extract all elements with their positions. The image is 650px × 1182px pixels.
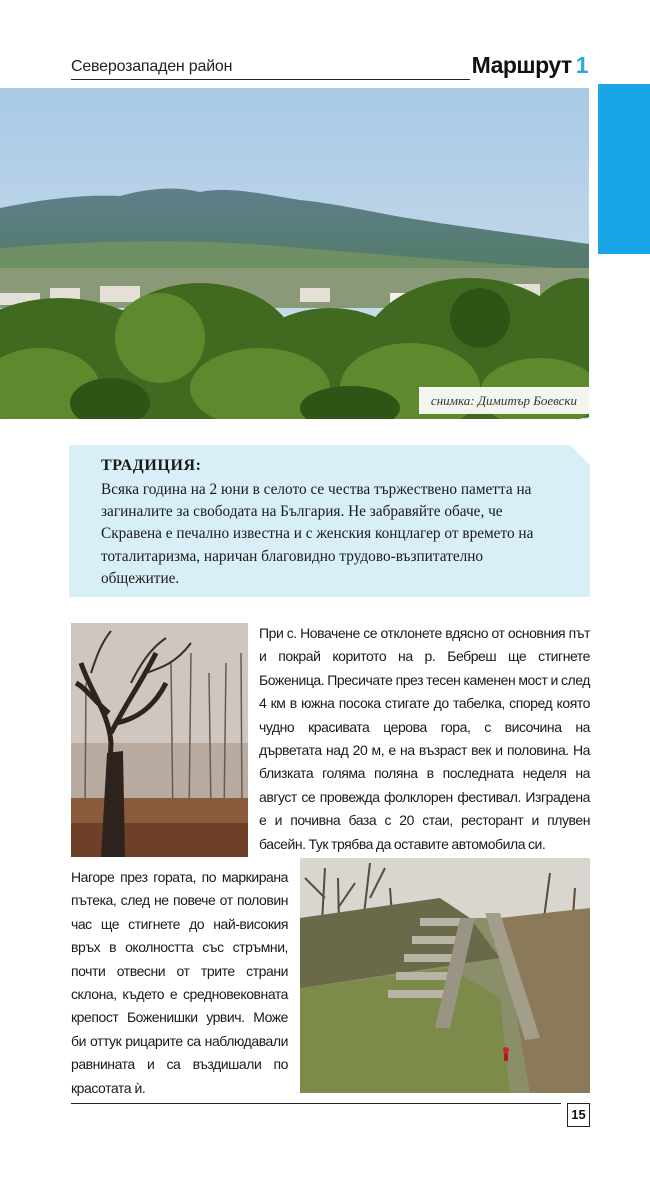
- box-corner-cut: [570, 445, 590, 465]
- chapter-tab: [598, 84, 650, 254]
- tradition-text: Всяка година на 2 юни в селото се чества тържествено паметта на загиналите за свободата на България. Не забравяйте обаче, че Скравена е печално известна и с женския концлагер от времето на тоталитаризма, наричан благовидно трудово-възпитателно общежитие.: [101, 481, 534, 587]
- paragraph-bozhenitsa: При с. Новачене се отклонете вдясно от основния път и покрай коритото на р. Бебреш ще стигнете Боженица. Пресичате през тесен каменен мост и след 4 км в южна посока стигате до табелка, според която чудно красивата церова гора, с височина на дърветата над 20 м, е на възраст век и половина. На близката голяма поляна в последната неделя на август се провежда фолклорен фестивал. Изградена е и почивна база с 20 стаи, ресторант и плувен басейн. Тук трябва да оставите автомобила си.: [259, 625, 590, 852]
- footer-divider: [71, 1103, 561, 1104]
- route-number: 1: [575, 52, 588, 78]
- landscape-illustration: [0, 88, 589, 419]
- fortress-photo: [300, 858, 590, 1093]
- section-title: Северозападен район: [71, 58, 233, 75]
- hero-photo: [0, 88, 589, 419]
- tradition-box: [69, 445, 590, 597]
- header-divider: [71, 79, 470, 80]
- page-number: 15: [567, 1103, 590, 1127]
- tradition-title: ТРАДИЦИЯ:: [101, 457, 202, 474]
- oak-tree-illustration: [71, 623, 248, 857]
- fortress-stairs-illustration: [300, 858, 590, 1093]
- oak-forest-photo: [71, 623, 248, 857]
- route-heading: [472, 52, 588, 79]
- route-label: Маршрут: [471, 52, 572, 78]
- paragraph-fortress: Нагоре през гората, по маркирана пътека, след не повече от половин час ще стигнете до най-високия връх в околността със стръмни, почти отвесни от трите страни склона, където е средновековната крепост Боженишки урвич. Може би оттук рицарите са наблюдавали равнината и са въздишали по красотата ѝ.: [71, 869, 288, 1096]
- photo-credit: снимка: Димитър Боевски: [419, 387, 589, 414]
